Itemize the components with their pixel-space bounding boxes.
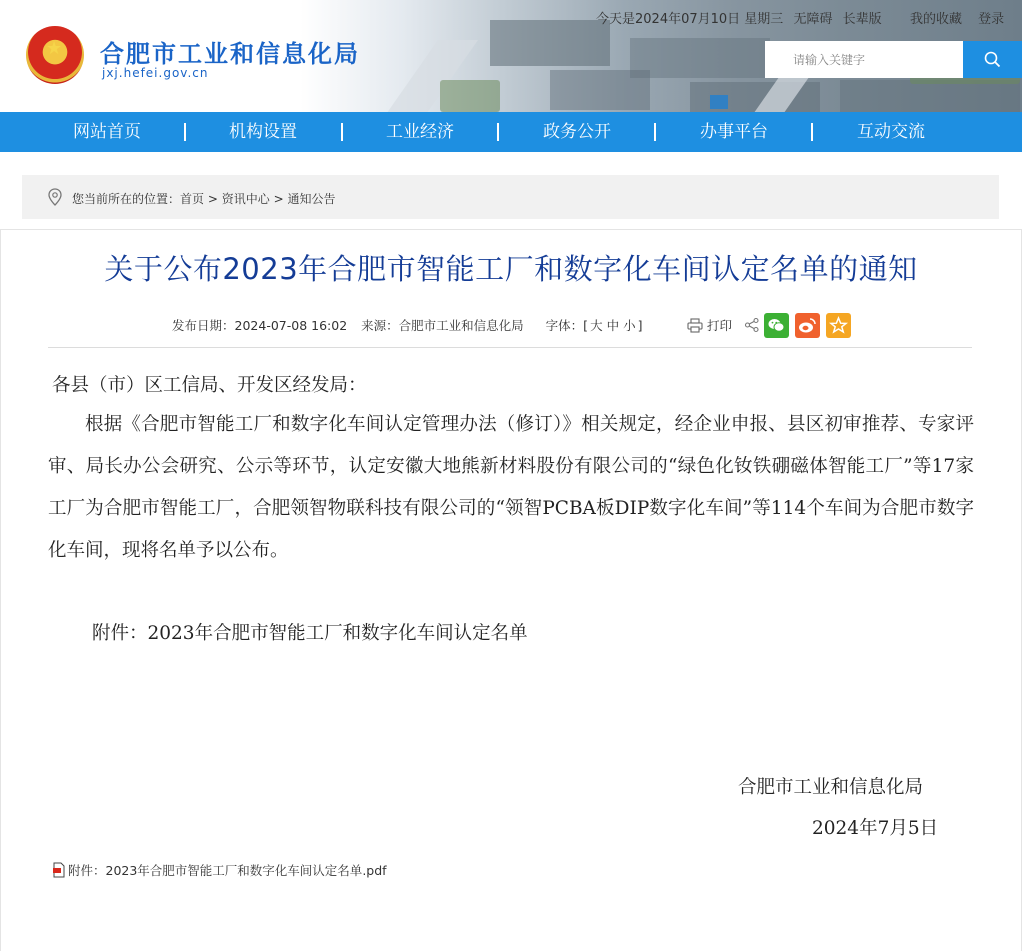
nav-item-interaction[interactable]: 互动交流 [857,122,925,142]
nav-separator [341,123,343,141]
printer-icon [687,318,703,333]
elder-mode-link[interactable]: 长辈版 [842,12,882,27]
article-meta: 发布日期：2024-07-08 16:02 来源：合肥市工业和信息化局 字体：[ 大 中 小 ] [172,318,643,333]
breadcrumb [22,175,999,219]
font-size-small[interactable]: 小 [623,318,636,333]
font-size-label: 字体： [545,318,584,333]
breadcrumb-news-center[interactable]: 资讯中心 [221,192,270,206]
top-user-links [910,8,1016,27]
nav-separator [184,123,186,141]
site-name[interactable]: 合肥市工业和信息化局 [100,40,360,68]
share-weibo-button[interactable] [795,313,820,338]
share-icon[interactable] [744,317,760,333]
star-icon [826,313,851,338]
nav-item-organization[interactable]: 机构设置 [229,122,297,142]
font-size-medium[interactable]: 中 [606,318,620,333]
nav-item-disclosure[interactable]: 政务公开 [543,122,611,142]
breadcrumb-home[interactable]: 首页 [180,192,205,206]
attachment-file-link[interactable] [52,861,387,879]
nav-item-services[interactable]: 办事平台 [700,122,768,142]
nav-separator [497,123,499,141]
article-salutation: 各县（市）区工信局、开发区经发局： [52,375,367,396]
main-nav [0,112,1022,152]
print-button[interactable] [687,316,732,334]
add-favorite-button[interactable] [826,313,851,338]
search-icon [984,51,1001,68]
nav-item-home[interactable]: 网站首页 [73,122,141,142]
top-info-bar [596,8,888,27]
article-signature: 合肥市工业和信息化局 [738,777,924,798]
accessibility-link[interactable]: 无障碍 [793,12,833,27]
nav-separator [654,123,656,141]
breadcrumb-notices[interactable]: 通知公告 [287,192,336,206]
article-paragraph: 根据《合肥市智能工厂和数字化车间认定管理办法（修订）》相关规定，经企业申报、县区初审推荐、专家评审、局长办公会研究、公示等环节，认定安徽大地熊新材料股份有限公司的“绿色化钕铁硼磁体智能工厂”等17家工厂为合肥市智能工厂，合肥领智物联科技有限公司的“领智PCBA板DIP数字化车间”等114个车间为合肥市数字化车间，现将名单予以公布。 [48,414,974,561]
login-link[interactable]: 登录 [978,12,1005,27]
article-title: 关于公布2023年合肥市智能工厂和数字化车间认定名单的通知 [104,252,918,286]
favorites-link[interactable]: 我的收藏 [910,12,963,27]
nav-item-industry[interactable]: 工业经济 [386,122,454,142]
weibo-icon [795,313,820,338]
font-size-large[interactable]: 大 [590,318,603,333]
publish-date-label: 发布日期： [172,318,235,333]
pdf-file-icon [52,862,66,878]
national-emblem-logo: ★ [26,26,84,84]
current-date: 今天是2024年07月10日 星期三 [596,12,784,27]
breadcrumb-separator: > [207,192,218,206]
search-input[interactable] [765,41,963,78]
article-attachment-line: 附件：2023年合肥市智能工厂和数字化车间认定名单 [92,623,528,644]
nav-separator [811,123,813,141]
share-wechat-button[interactable] [764,313,789,338]
attachment-file-name: 附件：2023年合肥市智能工厂和数字化车间认定名单.pdf [68,863,387,878]
wechat-icon [764,313,789,338]
print-label: 打印 [706,318,732,333]
location-pin-icon [48,188,62,206]
article-source: 合肥市工业和信息化局 [398,318,524,333]
site-header [0,0,1022,112]
breadcrumb-separator: > [273,192,284,206]
source-label: 来源： [361,318,399,333]
search-box [765,41,1022,78]
article-date: 2024年7月5日 [812,818,939,839]
site-url: jxj.hefei.gov.cn [102,66,209,80]
title-divider [48,347,972,348]
search-button[interactable] [963,41,1022,78]
breadcrumb-prefix: 您当前所在的位置： [72,192,181,206]
publish-date: 2024-07-08 16:02 [234,318,348,333]
